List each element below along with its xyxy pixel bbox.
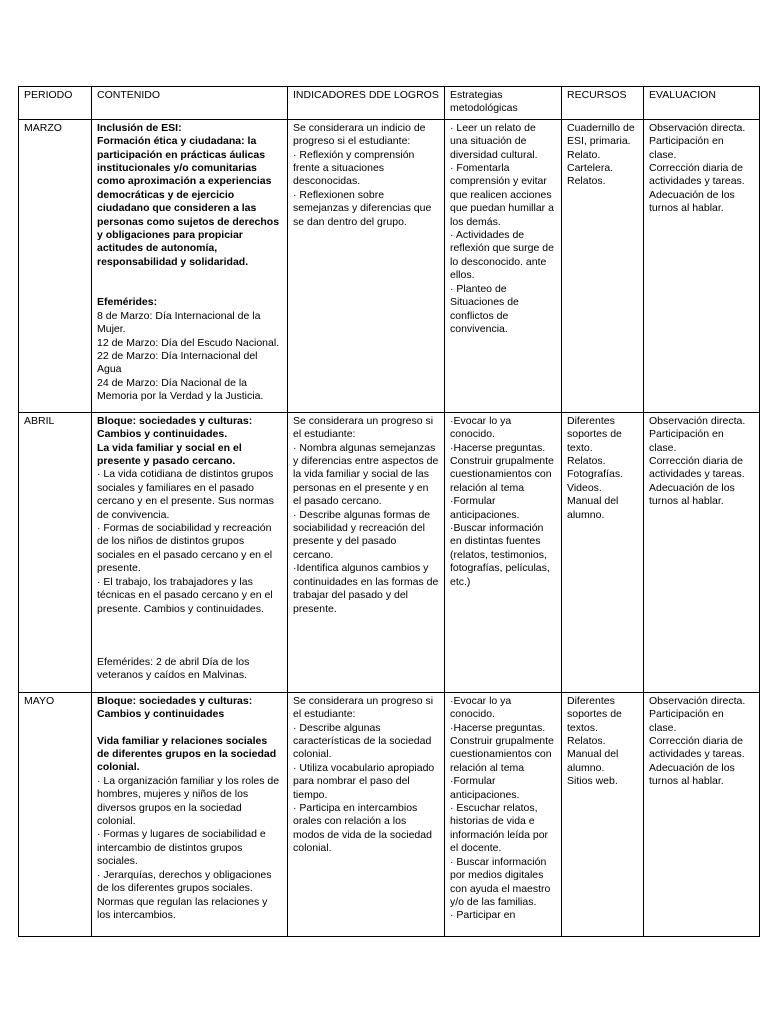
evaluacion-item: Adecuación de los turnos al hablar. [649, 188, 735, 215]
estrategia-item: ·Evocar lo ya conocido. [450, 694, 512, 721]
indicador-item: · Describe algunas características de la sociedad colonial. [293, 721, 432, 761]
periodo-cell: MARZO [19, 119, 92, 412]
contenido-item: · Jerarquías, derechos y obligaciones de los diferentes grupos sociales. Normas que regulan las relaciones y los intercambios. [97, 868, 272, 921]
recurso-item: Cartelera. [567, 162, 614, 175]
recurso-item: Manual del alumno. [567, 748, 619, 774]
estrategias-cell [445, 119, 562, 412]
recurso-item: Relato. [567, 148, 601, 161]
indicadores-cell [288, 119, 445, 412]
evaluacion-item: Participación en clase. [649, 135, 724, 161]
header-periodo: PERIODO [19, 87, 92, 120]
estrategia-item: Construir grupalmente cuestionamientos con relación al tema [450, 455, 554, 494]
estrategia-item: ·Buscar información en distintas fuentes (relatos, testimonios, fotografías, películas, etc.) [450, 522, 550, 588]
indicadores-cell [288, 412, 445, 692]
table-row-mayo [19, 692, 760, 936]
recurso-item: Videos. [567, 481, 602, 494]
recursos-cell [562, 692, 644, 936]
estrategias-cell [445, 692, 562, 936]
evaluacion-item: Adecuación de los turnos al hablar. [649, 481, 735, 508]
recursos-cell [562, 412, 644, 692]
efemeride-item: 24 de Marzo: Día Nacional de la Memoria por la Verdad y la Justicia. [97, 376, 264, 403]
header-evaluacion: EVALUACION [644, 87, 760, 120]
header-indicadores: INDICADORES DDE LOGROS [288, 87, 445, 120]
efemeride-item: 12 de Marzo: Día del Escudo Nacional. [97, 336, 280, 349]
estrategias-cell [445, 412, 562, 692]
estrategia-item: · Actividades de reflexión que surge de lo desconocido. ante ellos. [450, 229, 554, 282]
evaluacion-item: Observación directa. [649, 694, 746, 707]
estrategia-item: Construir grupalmente cuestionamientos con relación al tema [450, 735, 554, 774]
evaluacion-item: Adecuación de los turnos al hablar. [649, 761, 735, 788]
header-estrategias: Estrategias metodológicas [445, 87, 562, 120]
table-row-abril [19, 412, 760, 692]
contenido-cell [92, 692, 288, 936]
periodo-cell: MAYO [19, 692, 92, 936]
contenido-item: · La organización familiar y los roles de hombres, mujeres y niños de los diversos grupos en la sociedad colonial. [97, 774, 280, 828]
contenido-item: · El trabajo, los trabajadores y las técnicas en el pasado cercano y en el presente. Cambios y continuidades. [97, 575, 273, 615]
recurso-item: Relatos. [567, 175, 606, 188]
evaluacion-cell [644, 692, 760, 936]
indicador-item: · Utiliza vocabulario apropiado para nombrar el paso del tiempo. [293, 761, 435, 801]
estrategia-item: · Planteo de Situaciones de conflictos de convivencia. [450, 282, 519, 335]
evaluacion-item: Observación directa. [649, 414, 746, 427]
recurso-item: Relatos. [567, 455, 606, 468]
recursos-cell [562, 119, 644, 412]
indicador-item: · Describe algunas formas de sociabilidad y recreación del presente y del pasado cercano. [293, 508, 431, 561]
bloque-title: Bloque: sociedades y culturas: Cambios y continuidades. [97, 414, 253, 441]
indicador-item: Se considerara un indicio de progreso si el estudiante: [293, 121, 426, 148]
indicador-item: ·Identifica algunos cambios y continuidades en las formas de trabajar del pasado y del presente. [293, 562, 439, 615]
evaluacion-item: Corrección diaria de actividades y tareas. [649, 162, 745, 188]
efemeride-item: 8 de Marzo: Día Internacional de la Mujer. [97, 309, 261, 336]
contenido-item: · La vida cotidiana de distintos grupos sociales y familiares en el pasado cercano y en el presente. Sus normas de convivencia. [97, 468, 274, 521]
planning-table [18, 86, 760, 937]
esi-title: Inclusión de ESI: [97, 121, 182, 134]
recurso-item: Sitios web. [567, 775, 618, 788]
efemerides-text: Efemérides: 2 de abril Día de los veteranos y caídos en Malvinas. [97, 655, 250, 682]
efemerides-title: Efemérides: [97, 296, 158, 309]
indicador-item: Se considerara un progreso si el estudiante: [293, 414, 434, 441]
evaluacion-cell [644, 119, 760, 412]
estrategia-item: · Fomentarla comprensión y evitar que realicen acciones que puedan humillar a los demás. [450, 162, 554, 228]
header-contenido: CONTENIDO [92, 87, 288, 120]
estrategia-item: · Escuchar relatos, historias de vida e información leída por el docente. [450, 802, 549, 855]
estrategia-item: ·Hacerse preguntas. [450, 441, 546, 454]
recurso-item: Diferentes soportes de texto. [567, 414, 622, 454]
bloque-subtitle: La vida familiar y social en el presente y pasado cercano. [97, 441, 242, 468]
bloque-subtitle: Vida familiar y relaciones sociales de diferentes grupos en la sociedad colonial. [97, 734, 277, 774]
recurso-item: Fotografías. [567, 468, 624, 481]
evaluacion-cell [644, 412, 760, 692]
efemeride-item: 22 de Marzo: Día Internacional del Agua [97, 349, 258, 376]
contenido-item: · Formas de sociabilidad y recreación de los niños de distintos grupos sociales en el pasado cercano y en el presente. [97, 522, 273, 575]
bloque-title: Bloque: sociedades y culturas: Cambios y continuidades [97, 694, 253, 721]
header-row [19, 87, 760, 120]
evaluacion-item: Corrección diaria de actividades y tareas. [649, 455, 745, 481]
evaluacion-item: Participación en clase. [649, 708, 724, 734]
estrategia-item: ·Formular anticipaciones. [450, 495, 520, 521]
evaluacion-item: Participación en clase. [649, 428, 724, 454]
estrategia-item: · Participar en [450, 909, 516, 922]
estrategia-item: ·Hacerse preguntas. [450, 721, 546, 734]
indicador-item: · Nombra algunas semejanzas y diferencias entre aspectos de la vida familiar y social de las personas en el presente y en el pasado cercano. [293, 441, 439, 508]
table-row-marzo [19, 119, 760, 412]
indicador-item: · Reflexionen sobre semejanzas y diferencias que se dan dentro del grupo. [293, 188, 432, 228]
estrategia-item: ·Evocar lo ya conocido. [450, 414, 512, 441]
recurso-item: Cuadernillo de ESI, primaria. [567, 121, 635, 148]
recurso-item: Manual del alumno. [567, 495, 619, 521]
estrategia-item: · Buscar información por medios digitales con ayuda el maestro y/o de las familias. [450, 855, 551, 908]
indicador-item: · Reflexión y comprensión frente a situaciones desconocidas. [293, 148, 415, 188]
recurso-item: Diferentes soportes de textos. [567, 694, 622, 734]
evaluacion-item: Observación directa. [649, 121, 746, 134]
estrategia-item: ·Formular anticipaciones. [450, 775, 520, 801]
contenido-item: · Formas y lugares de sociabilidad e intercambio de distintos grupos sociales. [97, 828, 266, 868]
estrategia-item: · Leer un relato de una situación de diversidad cultural. [450, 121, 538, 161]
contenido-cell [92, 412, 288, 692]
indicadores-cell [288, 692, 445, 936]
indicador-item: · Participa en intercambios orales con relación a los modos de vida de la sociedad colonial. [293, 802, 432, 855]
indicador-item: Se considerara un progreso si el estudiante: [293, 694, 434, 721]
contenido-cell [92, 119, 288, 412]
header-recursos: RECURSOS [562, 87, 644, 120]
periodo-cell: ABRIL [19, 412, 92, 692]
recurso-item: Relatos. [567, 735, 606, 748]
esi-text: Formación ética y ciudadana: la participación en prácticas áulicas institucionales y/o comunitarias como aproximación a experiencias democráticas y de ejercicio ciudadano que consideren a las personas como sujetos de derechos y obligaciones para propiciar actitudes de autonomía, responsabilidad y solidaridad. [97, 135, 280, 268]
evaluacion-item: Corrección diaria de actividades y tareas. [649, 735, 745, 761]
